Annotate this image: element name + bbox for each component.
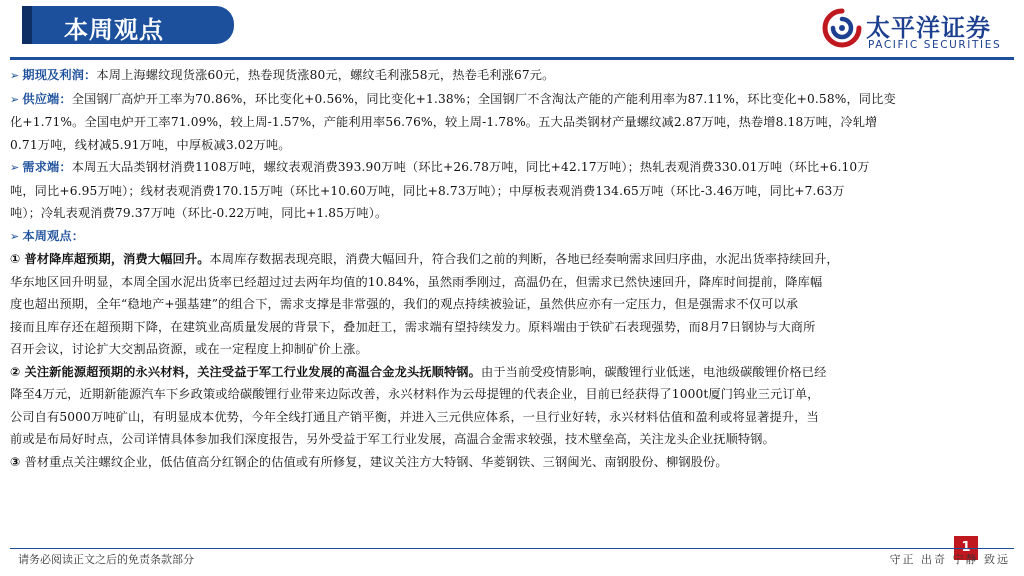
- view-point-1-continuation: [10, 293, 1014, 316]
- point-text-line: 由于当前受疫情影响，碳酸锂行业低迷，电池级碳酸锂价格已经: [480, 364, 827, 379]
- point-text-line: 降至4万元，近期新能源汽车下乡政策或给碳酸锂行业带来边际改善，永兴材料作为云母提锂的代表企业，目前已经获得了1000t厦门钨业三元订单，: [10, 387, 820, 401]
- demand-heading: 需求端：: [22, 160, 72, 174]
- demand-continuation: [10, 180, 1014, 203]
- demand-section: [10, 156, 1014, 180]
- view-point-1-continuation: [10, 316, 1014, 339]
- view-point-1-continuation: [10, 338, 1014, 361]
- view-point-2: [10, 361, 1014, 384]
- supply-section: [10, 88, 1014, 112]
- supply-text-line: 0.71万吨，线材减5.91万吨，中厚板减3.02万吨。: [10, 137, 291, 152]
- supply-continuation: [10, 111, 1014, 134]
- bullet-arrow-icon: ➢: [10, 92, 20, 106]
- page-title: 本周观点: [64, 16, 164, 44]
- profit-section: [10, 64, 1014, 88]
- supply-continuation: [10, 134, 1014, 157]
- company-logo: [822, 6, 1018, 54]
- footer-disclaimer: 请务必阅读正文之后的免责条款部分: [18, 553, 194, 566]
- view-point-3: [10, 451, 1014, 474]
- header-divider: [10, 57, 1014, 60]
- demand-continuation: [10, 202, 1014, 225]
- point-text-line: 普材重点关注螺纹企业，低估值高分红钢企的估值或有所修复，建议关注方大特钢、华菱钢铁、三钢闽光、南钢股份、柳钢股份。: [24, 454, 728, 469]
- report-body: [10, 64, 1014, 473]
- point-text-line: 前或是布局好时点，公司详情具体参加我们深度报告，另外受益于军工行业发展，高温合金需求较强，技术壁垒高，关注龙头企业抚顺特钢。: [10, 432, 775, 446]
- supply-text-line: 全国钢厂高炉开工率为70.86%，环比变化+0.56%，同比变化+1.38%；全国钢厂不含淘汰产能的产能利用率为87.11%，环比变化+0.58%，同比变: [71, 91, 896, 106]
- point-number: ②: [10, 364, 21, 379]
- view-point-1-continuation: [10, 271, 1014, 294]
- view-point-2-continuation: [10, 383, 1014, 406]
- title-banner: [22, 6, 234, 44]
- bullet-arrow-icon: ➢: [10, 161, 20, 174]
- point-number: ③: [10, 454, 21, 469]
- view-point-2-continuation: [10, 406, 1014, 429]
- point-text-line: 本周库存数据表现亮眼，消费大幅回升，符合我们之前的判断，各地已经奏响需求回归序曲，水泥出货率持续回升，: [209, 252, 839, 266]
- view-point-2-continuation: [10, 428, 1014, 451]
- point-text-line: 公司自有5000万吨矿山，有明显成本优势，今年全线打通且产销平衡，并进入三元供应体系，一旦行业好转，永兴材料估值和盈利或将显著提升，当: [10, 409, 819, 424]
- point-text-line: 华东地区回升明显，本周全国水泥出货率已经超过过去两年均值的10.84%，虽然雨季刚过，高温仍在，但需求已然快速回升，降库时间提前，降库幅: [10, 274, 823, 289]
- demand-text-line: 本周五大品类钢材消费1108万吨，螺纹表观消费393.90万吨（环比+26.78万吨，同比+42.17万吨）；热轧表观消费330.01万吨（环比+6.10万: [71, 160, 870, 174]
- bullet-arrow-icon: ➢: [10, 69, 20, 82]
- point-text-line: 度也超出预期，全年“稳地产+强基建”的组合下，需求支撑是非常强的，我们的观点持续被验证，虽然供应亦有一定压力，但是强需求不仅可以承: [10, 297, 799, 311]
- point-lead: 关注新能源超预期的永兴材料，关注受益于军工行业发展的高温合金龙头抚顺特钢。: [24, 364, 481, 379]
- footer-slogan: 守正 出奇 宁静 致远: [889, 553, 1010, 566]
- point-text-line: 召开会议，讨论扩大交割品资源，或在一定程度上抑制矿价上涨。: [10, 342, 368, 356]
- logo-english-name: PACIFIC SECURITIES: [868, 39, 1002, 51]
- logo-chinese-name: 太平洋证券: [866, 14, 991, 42]
- pacific-securities-logo-icon: [822, 8, 862, 48]
- point-text-line: 接而且库存还在超预期下降，在建筑业高质量发展的背景下，叠加赶工，需求端有望持续发力。原料端由于铁矿石表现强势，而8月7日钢协与大商所: [10, 319, 816, 334]
- title-banner-accent: [22, 6, 32, 44]
- supply-text-line: 化+1.71%。全国电炉开工率71.09%，较上周-1.57%，产能利用率56.76%，较上周-1.78%。五大品类钢材产量螺纹减2.87万吨，热卷增8.18万吨，冷轧增: [10, 115, 878, 129]
- profit-text: 本周上海螺纹现货涨60元，热卷现货涨80元，螺纹毛利涨58元，热卷毛利涨67元。: [96, 68, 555, 82]
- view-point-1: [10, 248, 1014, 271]
- supply-heading: 供应端：: [22, 91, 72, 106]
- bullet-arrow-icon: ➢: [10, 229, 20, 243]
- point-lead: 普材降库超预期，消费大幅回升。: [24, 252, 210, 266]
- footer-divider: [10, 548, 1014, 549]
- demand-text-line: 吨，同比+6.95万吨）；线材表观消费170.15万吨（环比+10.60万吨，同比+8.73万吨）；中厚板表观消费134.65万吨（环比-3.46万吨，同比+7.63万: [10, 183, 845, 198]
- profit-heading: 期现及利润：: [22, 68, 97, 82]
- demand-text-line: 吨）；冷轧表观消费79.37万吨（环比-0.22万吨，同比+1.85万吨）。: [10, 206, 388, 220]
- view-section: [10, 225, 1014, 249]
- view-heading: 本周观点：: [22, 228, 85, 243]
- point-number: ①: [10, 252, 21, 266]
